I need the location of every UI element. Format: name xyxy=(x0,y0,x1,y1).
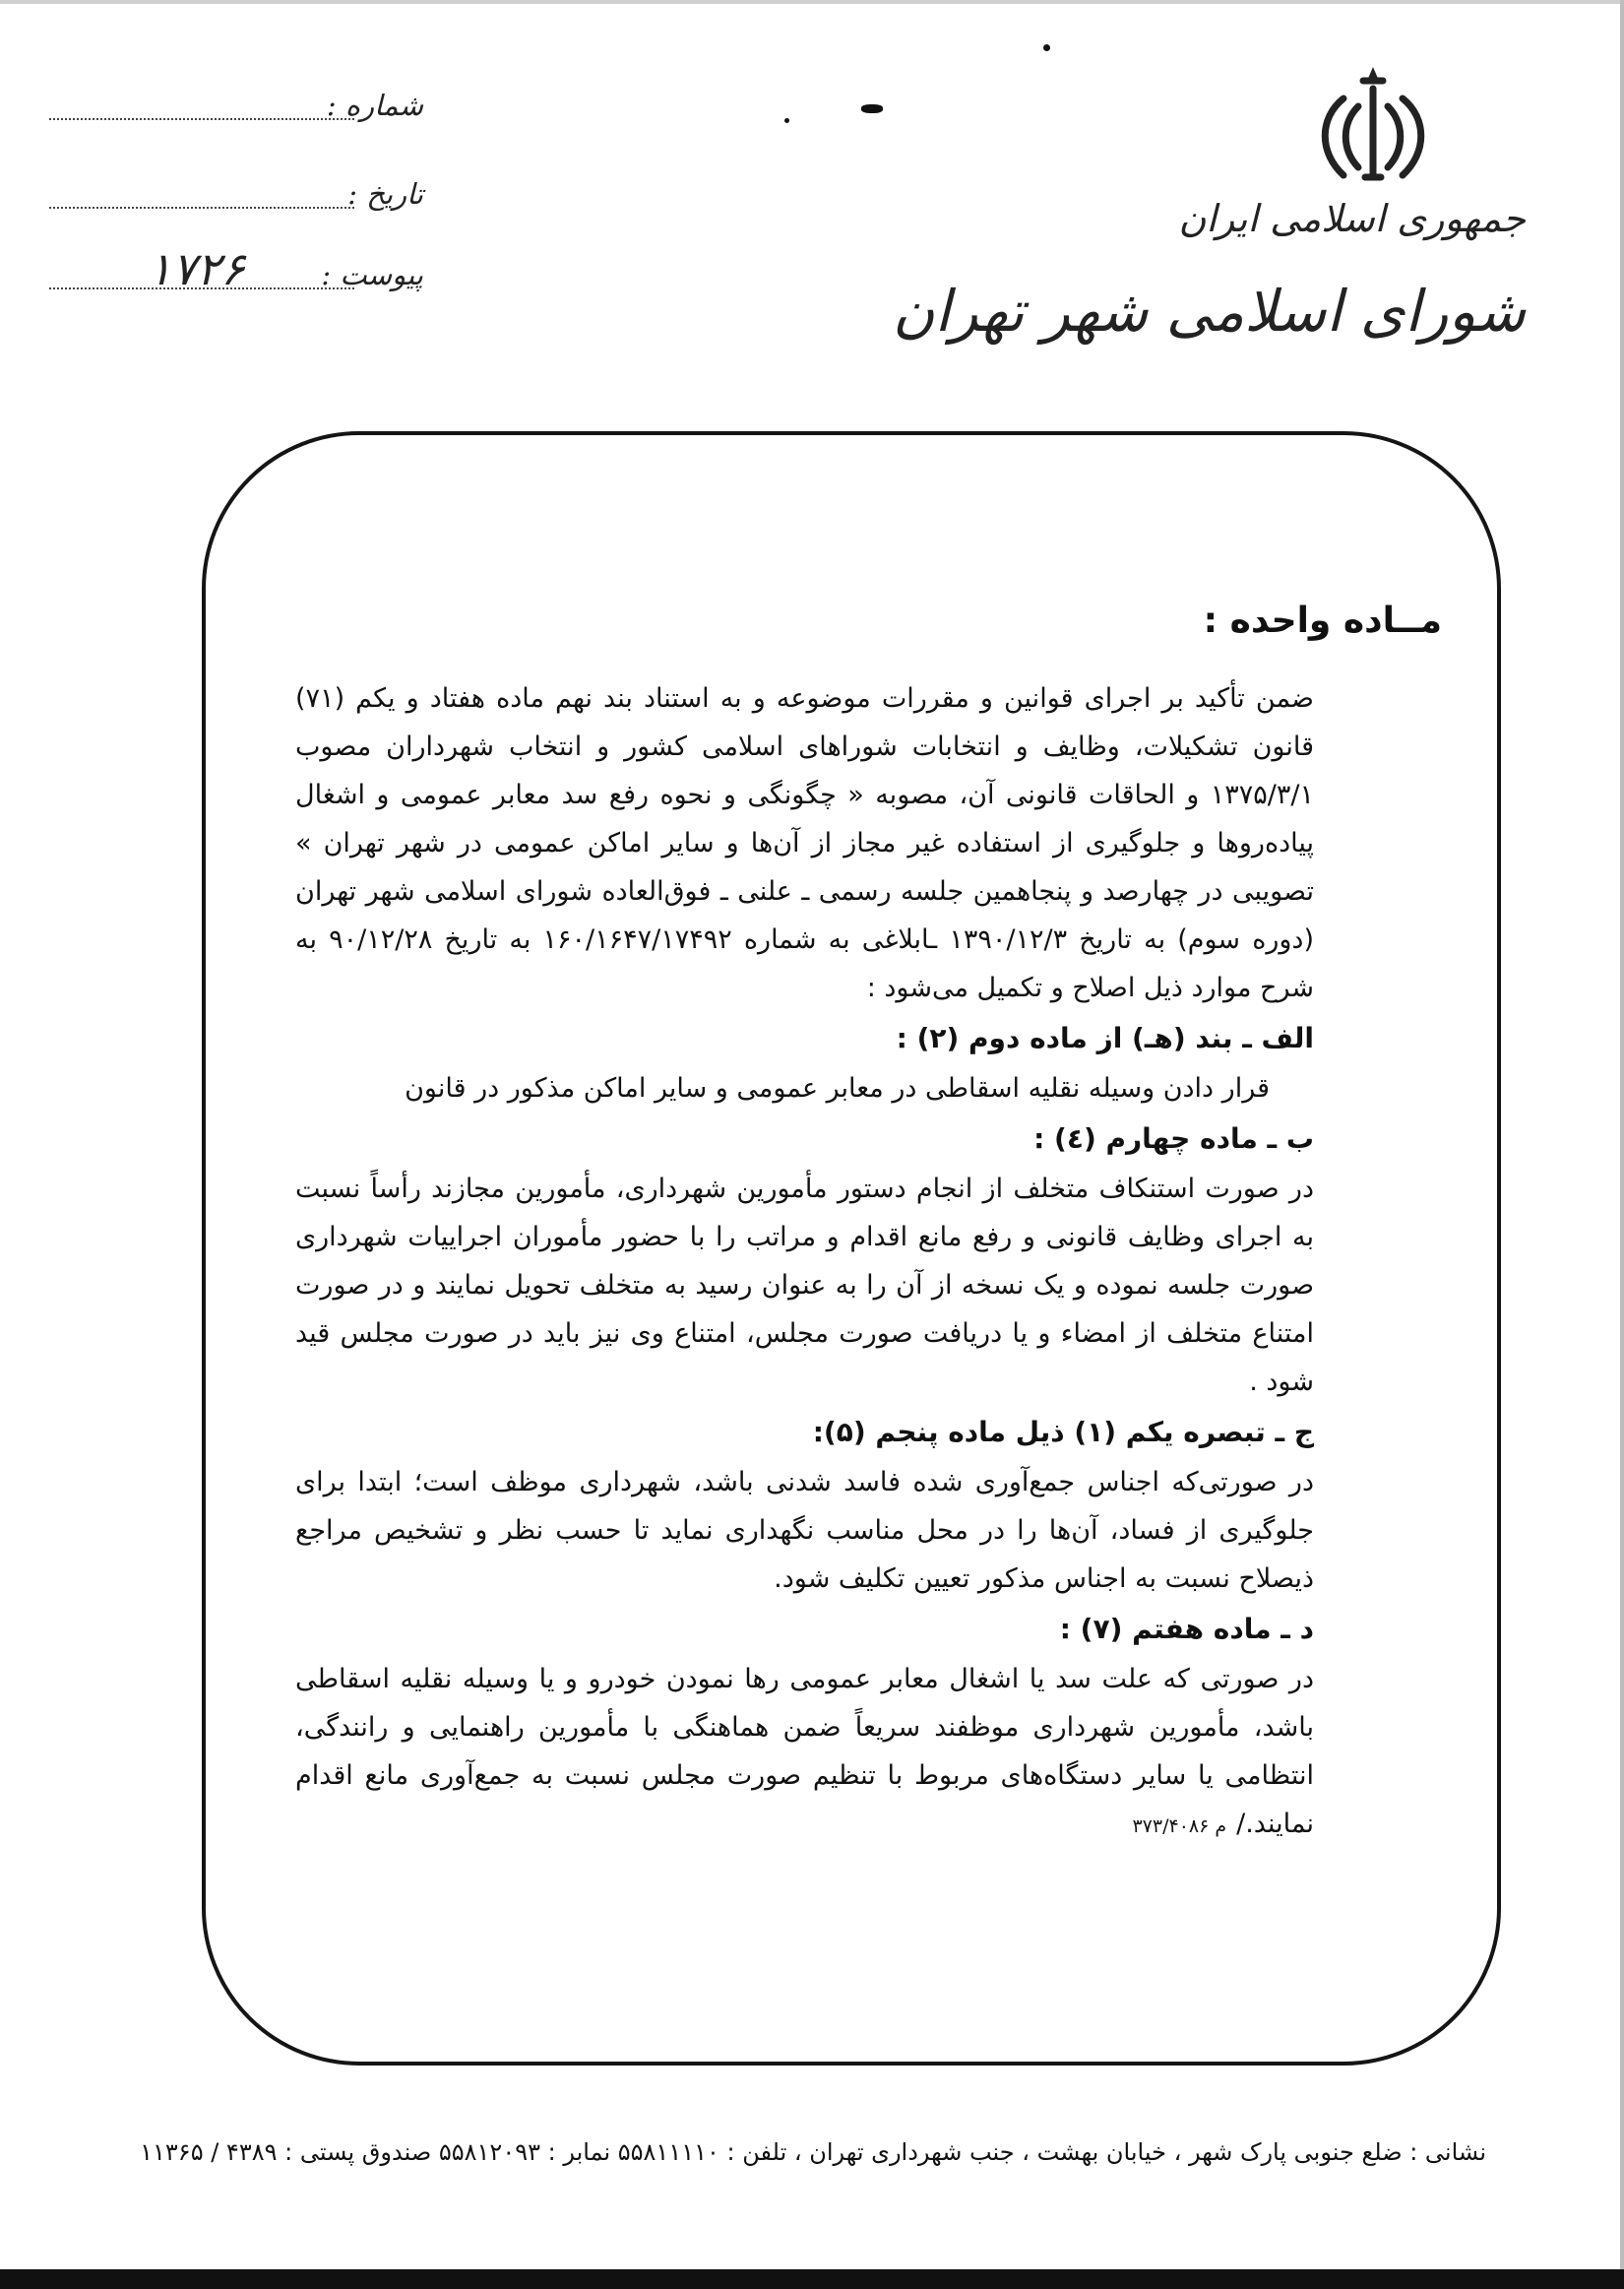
scan-speck xyxy=(784,118,789,123)
number-label: شماره : xyxy=(326,89,423,122)
date-dotted-line xyxy=(49,207,354,209)
reference-code: م ۳۷۳/۴۰۸۶ xyxy=(1132,1815,1227,1837)
number-field xyxy=(49,89,423,128)
scan-speck xyxy=(861,104,883,113)
attachment-field xyxy=(49,242,423,297)
attachment-value: ۱۷۲۶ xyxy=(148,242,245,295)
section-dal-text xyxy=(295,1655,1314,1851)
section-alef-text: قرار دادن وسیله نقلیه اسقاطی در معابر عمومی و سایر اماکن مذکور در قانون xyxy=(405,1073,1270,1104)
section-alef-title: الف ـ بند (هـ) از ماده دوم (۲) : xyxy=(896,1022,1314,1054)
footer-address: نشانی : ضلع جنوبی پارک شهر ، خیابان بهشت ، جنب شهرداری تهران ، تلفن : ۵۵۸۱۱۱۱۰ نمابر : ۵۵۸۱۲۰۹۳ صندوق پستی : ۴۳۸۹ / ۱۱۳۶۵ xyxy=(140,2138,1486,2166)
document-body xyxy=(295,601,1314,1851)
council-name: شورای اسلامی شهر تهران xyxy=(892,278,1526,345)
attachment-label: پیوست : xyxy=(321,258,423,291)
scan-edge-right xyxy=(1620,0,1624,2289)
org-name: جمهوری اسلامی ایران xyxy=(1178,197,1526,240)
section-be-title: ب ـ ماده چهارم (٤) : xyxy=(1033,1122,1314,1155)
section-dal-title: د ـ ماده هفتم (۷) : xyxy=(1059,1613,1314,1645)
date-field xyxy=(49,177,423,217)
section-be-text: در صورت استنکاف متخلف از انجام دستور مأمورین شهرداری، مأمورین مجازند رأساً نسبت به اجرای وظایف قانونی و رفع مانع اقدام و مراتب را با حضور مأموران اجراییات شهرداری صورت جلسه نموده و یک نسخه از آن را به عنوان رسید به متخلف تحویل نمایند و در صورت امتناع متخلف از امضاء و یا دریافت صورت مجلس، امتناع وی نیز باید در صورت مجلس قید شود . xyxy=(295,1174,1314,1397)
iran-emblem-icon xyxy=(1304,59,1442,197)
section-jim-title: ج ـ تبصره یکم (۱) ذیل ماده پنجم (۵): xyxy=(812,1416,1314,1448)
article-heading: مــاده واحده : xyxy=(1203,601,1442,641)
scan-edge-top xyxy=(0,0,1624,4)
section-jim-text: در صورتی‌که اجناس جمع‌آوری شده فاسد شدنی باشد، شهرداری موظف است؛ ابتدا برای جلوگیری از فساد، آن‌ها را در محل مناسب نگهداری نماید تا حسب نظر و تشخیص مراجع ذیصلاح نسبت به اجناس مذکور تعیین تکلیف شود. xyxy=(295,1467,1314,1594)
scan-speck xyxy=(1043,44,1050,51)
number-dotted-line xyxy=(49,118,354,120)
intro-paragraph: ضمن تأکید بر اجرای قوانین و مقررات موضوعه و به استناد بند نهم ماده هفتاد و یکم (۷۱) قانون تشکیلات، وظایف و انتخابات شوراهای اسلامی کشور و انتخاب شهرداران مصوب ۱۳۷۵/۳/۱ و الحاقات قانونی آن، مصوبه « چگونگی و نحوه رفع سد معابر عمومی و اشغال پیاده‌روها و جلوگیری از استفاده غیر مجاز از آن‌ها و سایر اماکن عمومی در شهر تهران » تصویبی در چهارصد و پنجاهمین جلسه رسمی ـ علنی ـ فوق‌العاده شورای اسلامی شهر تهران (دوره سوم) به تاریخ ۱۳۹۰/۱۲/۳ ـابلاغی به شماره ۱۶۰/۱۶۴۷/۱۷۴۹۲ به تاریخ ۹۰/۱۲/۲۸ به شرح موارد ذیل اصلاح و تکمیل می‌شود : xyxy=(295,683,1314,1003)
date-label: تاریخ : xyxy=(347,177,423,211)
scan-edge-bottom xyxy=(0,2269,1624,2289)
section-dal-body: در صورتی که علت سد یا اشغال معابر عمومی رها نمودن خودرو و یا وسیله نقلیه اسقاطی باشد، مأمورین شهرداری موظفند سریعاً ضمن هماهنگی با مأمورین راهنمایی و رانندگی، انتظامی یا سایر دستگاه‌های مربوط با تنظیم صورت مجلس نسبت به جمع‌آوری مانع اقدام نمایند./ xyxy=(295,1664,1314,1839)
